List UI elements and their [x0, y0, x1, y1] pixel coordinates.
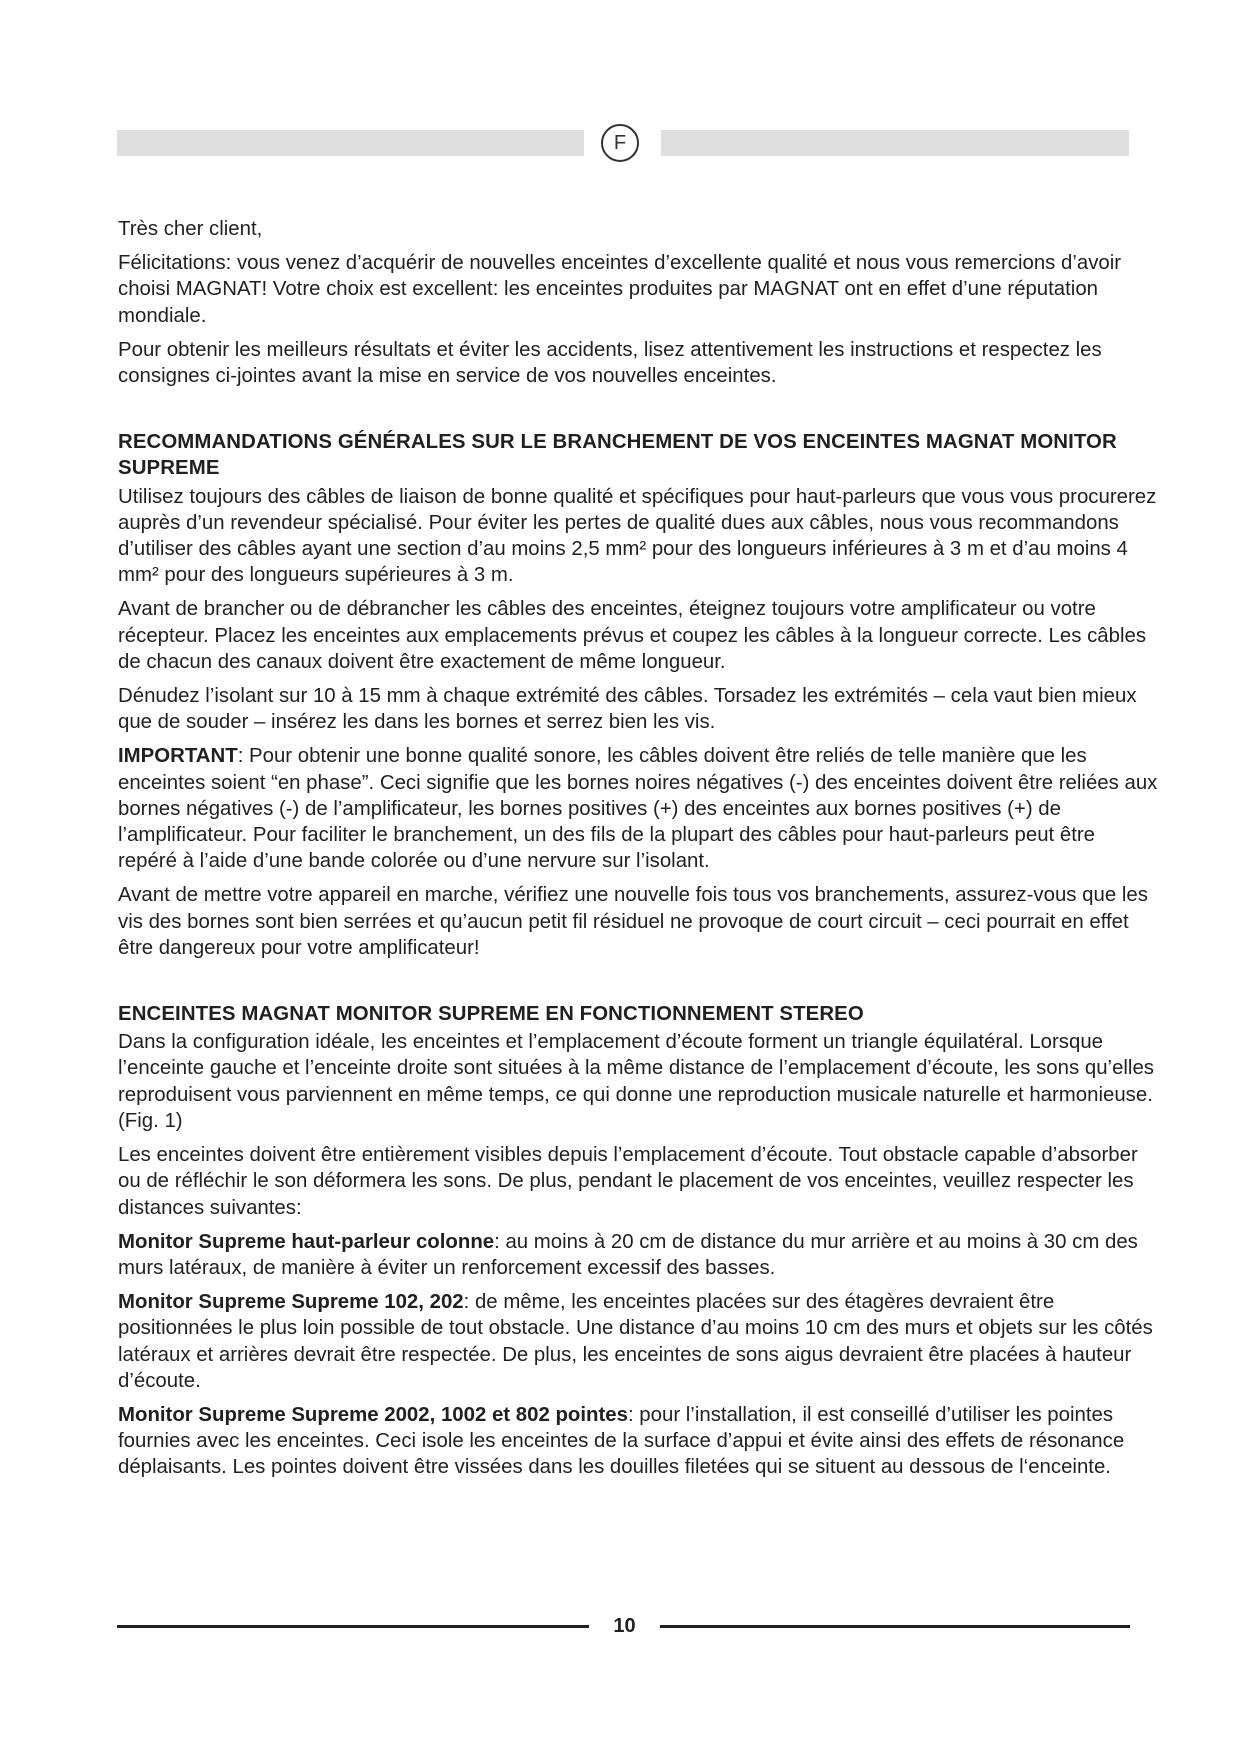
header-rule-right	[661, 130, 1129, 156]
page-number: 10	[613, 1615, 636, 1637]
bookshelf-speaker-label: Monitor Supreme Supreme 102, 202	[118, 1291, 464, 1314]
section-2-paragraph-1: Dans la configuration idéale, les enceintes et l’emplacement d’écoute forment un triangle équilatéral. Lorsque l’enceinte gauche et l’enceinte droite sont situées à la même distance de l’emplacement d’écoute, les sons qu’elles reproduisent vous parviennent en même temps, ce qui donne une reproduction musicale naturelle et harmonieuse. (Fig. 1)	[118, 1031, 1154, 1132]
spikes-label: Monitor Supreme Supreme 2002, 1002 et 802 pointes	[118, 1403, 628, 1426]
section-2-paragraph-2: Les enceintes doivent être entièrement visibles depuis l’emplacement d’écoute. Tout obstacle capable d’absorber ou de réfléchir le son déformera les sons. De plus, pendant le placement de vos enceintes, veuillez respecter les distances suivantes:	[118, 1144, 1138, 1219]
intro-paragraph-2: Pour obtenir les meilleurs résultats et éviter les accidents, lisez attentivement les instructions et respectez les consignes ci-jointes avant la mise en service de vos nouvelles enceintes.	[118, 338, 1102, 388]
header-rule-left	[117, 130, 584, 156]
section-2-heading: ENCEINTES MAGNAT MONITOR SUPREME EN FONCTIONNEMENT STEREO	[118, 1003, 864, 1026]
bookshelf-speaker-text: : de même, les enceintes placées sur des étagères devraient être positionnées le plus loin possible de tout obstacle. Une distance d’au moins 10 cm des murs et objets sur les côtés latéraux et arrières devrait être respectée. De plus, les enceintes de sons aigus devraient être placées à hauteur d’écoute.	[118, 1291, 1153, 1392]
salutation: Très cher client,	[118, 218, 263, 240]
important-text: : Pour obtenir une bonne qualité sonore, les câbles doivent être reliés de telle manière que les enceintes soient “en phase”. Ceci signifie que les bornes noires négatives (-) des enceintes doivent être reliées aux bornes négatives (-) de l’amplificateur, les bornes positives (+) des enceintes aux bornes positives (+) de l’amplificateur. Pour faciliter le branchement, un des fils de la plupart des câbles pour haut-parleurs peut être repéré à l’aide d’une bande colorée ou d’une nervure sur l’isolant.	[118, 745, 1158, 873]
important-label: IMPORTANT	[118, 745, 238, 768]
section-1-heading: RECOMMANDATIONS GÉNÉRALES SUR LE BRANCHEMENT DE VOS ENCEINTES MAGNAT MONITOR SUPREME	[118, 431, 1117, 480]
column-speaker-paragraph	[118, 1229, 1158, 1281]
intro-paragraph-1: Félicitations: vous venez d’acquérir de nouvelles enceintes d’excellente qualité et nous vous remercions d’avoir choisi MAGNAT! Votre choix est excellent: les enceintes produites par MAGNAT ont en effet d’une réputation mondiale.	[118, 252, 1122, 327]
document-body	[118, 216, 1158, 1489]
footer-rule-left	[117, 1625, 589, 1628]
column-speaker-label: Monitor Supreme haut-parleur colonne	[118, 1230, 495, 1253]
column-speaker-text: : au moins à 20 cm de distance du mur arrière et au moins à 30 cm des murs latéraux, de manière à éviter un renforcement excessif des basses.	[118, 1230, 1138, 1279]
bookshelf-speaker-paragraph	[118, 1289, 1158, 1394]
section-1-paragraph-5: Avant de mettre votre appareil en marche, vérifiez une nouvelle fois tous vos branchements, assurez-vous que les vis des bornes sont bien serrées et qu’aucun petit fil résiduel ne provoque de court circuit – ceci pourrait en effet être dangereux pour votre amplificateur!	[118, 884, 1148, 959]
spikes-paragraph	[118, 1402, 1158, 1481]
important-paragraph	[118, 743, 1158, 874]
section-1-paragraph-1: Utilisez toujours des câbles de liaison de bonne qualité et spécifiques pour haut-parleurs que vous vous procurerez auprès d’un revendeur spécialisé. Pour éviter les pertes de qualité dues aux câbles, nous vous recommandons d’utiliser des câbles ayant une section d’au moins 2,5 mm² pour des longueurs inférieures à 3 m et d’au moins 4 mm² pour des longueurs supérieures à 3 m.	[118, 485, 1157, 587]
section-1-paragraph-3: Dénudez l’isolant sur 10 à 15 mm à chaque extrémité des câbles. Torsadez les extrémités – cela vaut bien mieux que de souder – insérez les dans les bornes et serrez bien les vis.	[118, 685, 1137, 734]
footer-rule-right	[660, 1625, 1130, 1628]
spikes-text: : pour l’installation, il est conseillé d’utiliser les pointes fournies avec les enceintes. Ceci isole les enceintes de la surface d’appui et évite ainsi des effets de résonance déplaisants. Les pointes doivent être vissées dans les douilles filetées qui se situent au dessous de l‘enceinte.	[118, 1403, 1125, 1479]
language-badge: F	[601, 124, 639, 162]
section-1-paragraph-2: Avant de brancher ou de débrancher les câbles des enceintes, éteignez toujours votre amplificateur ou votre récepteur. Placez les enceintes aux emplacements prévus et coupez les câbles à la longueur correcte. Les câbles de chacun des canaux doivent être exactement de même longueur.	[118, 598, 1147, 673]
